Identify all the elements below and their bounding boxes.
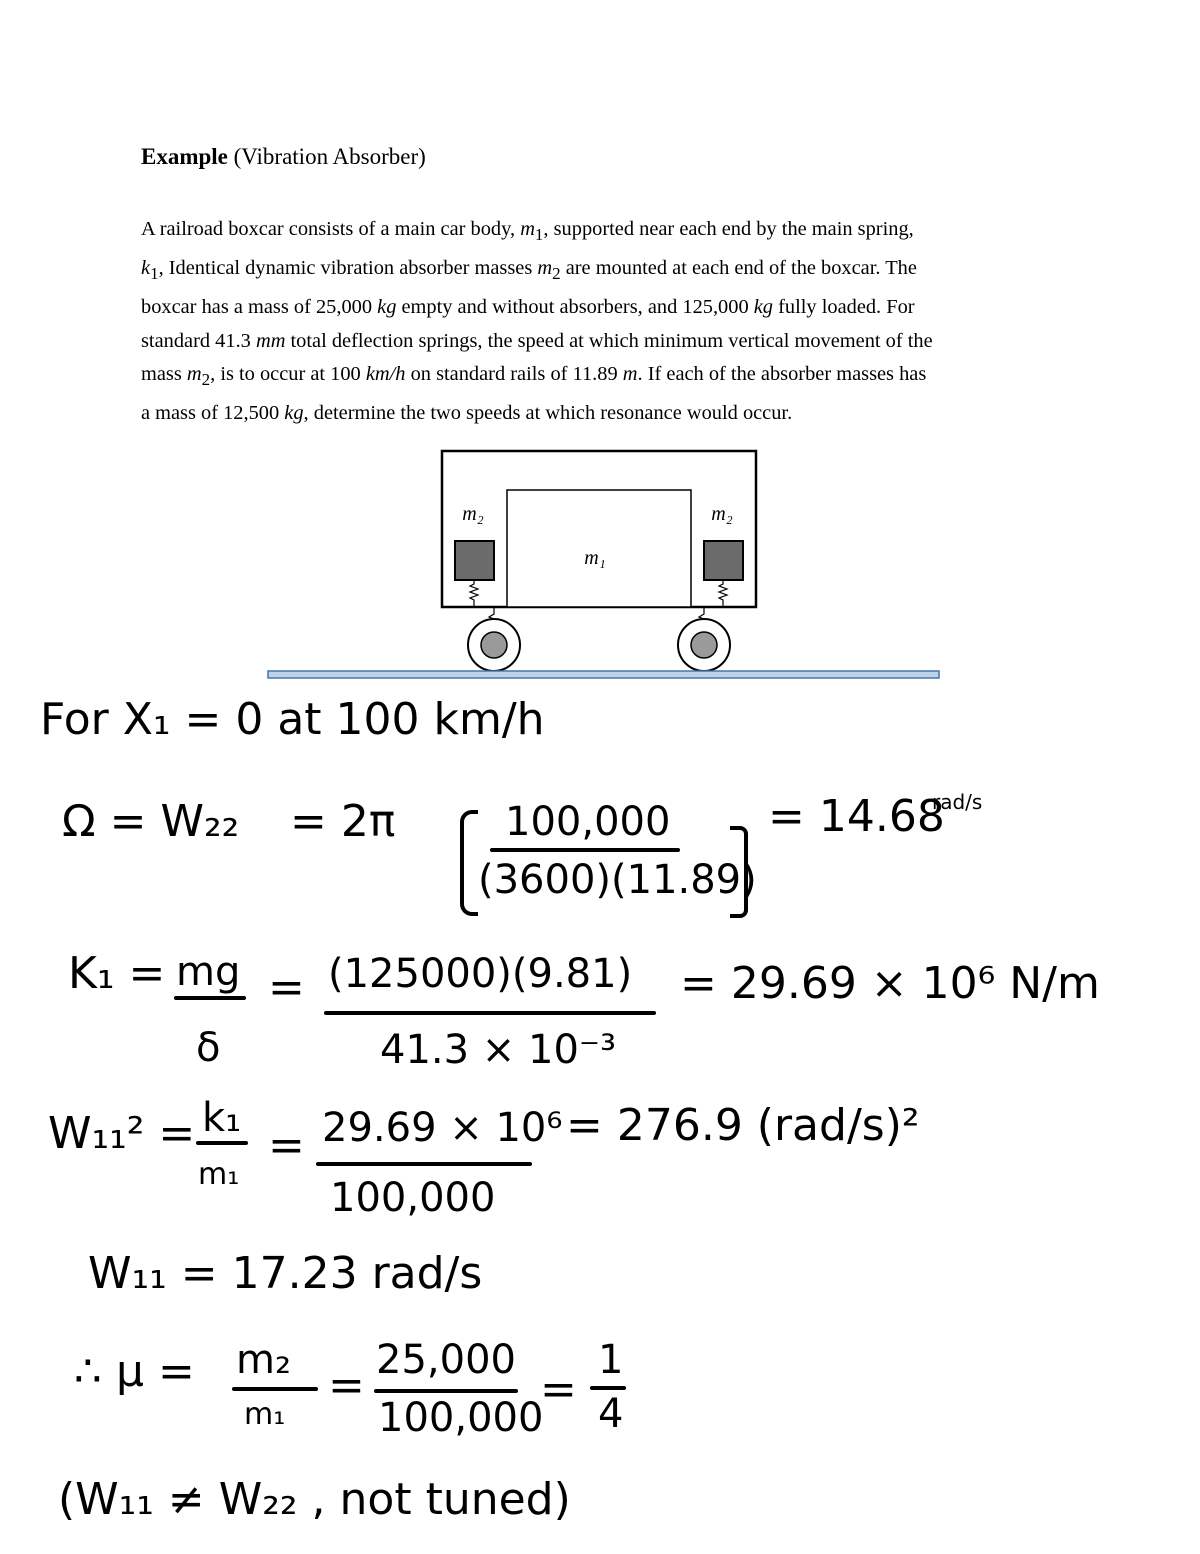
k1-frac-bar [174, 996, 246, 1000]
text: are mounted at each end of the boxcar. The [560, 256, 917, 279]
mu-result-bar [590, 1386, 626, 1390]
two-pi: = 2π [290, 796, 396, 847]
omega-denominator: (3600)(11.89) [478, 857, 757, 903]
tuning-note: (W₁₁ ≠ W₂₂ , not tuned) [58, 1474, 571, 1525]
w11sq-def: W₁₁² = [48, 1108, 196, 1159]
bracket-close [730, 826, 748, 918]
heading-rest: (Vibration Absorber) [233, 144, 426, 169]
rail [268, 671, 939, 678]
text: , determine the two speeds at which resonance would occur. [303, 402, 793, 425]
text: . If each of the absorber masses has [637, 363, 927, 386]
unit: m [622, 363, 638, 386]
label-m2-right: m₂ [711, 503, 733, 525]
mu-equals-2: = [540, 1364, 577, 1415]
w11sq-frac-num: k₁ [202, 1095, 242, 1141]
text: , Identical dynamic vibration absorber masses [158, 256, 538, 279]
symbol: k [141, 256, 151, 279]
mu-numerator: 25,000 [376, 1337, 516, 1383]
w11sq-fraction-bar [316, 1162, 532, 1166]
label-m2-left: m₂ [462, 503, 484, 525]
work-line-1: For X₁ = 0 at 100 km/h [40, 694, 545, 745]
mu-result-den: 4 [598, 1391, 624, 1437]
subscript: 1 [150, 263, 159, 283]
bracket-open [460, 810, 478, 916]
mu-frac-num: m₂ [236, 1337, 291, 1383]
w11sq-frac-den: m₁ [198, 1157, 240, 1192]
text: a mass of 12,500 [141, 402, 285, 425]
w11sq-denominator: 100,000 [330, 1175, 496, 1221]
k1-frac-den: δ [196, 1025, 221, 1071]
w11sq-equals: = [268, 1120, 305, 1171]
text: on standard rails of 11.89 [405, 363, 623, 386]
w11sq-frac-bar [196, 1141, 248, 1145]
mu-frac-den: m₁ [244, 1397, 286, 1432]
heading-bold: Example [141, 144, 228, 169]
subscript: 2 [201, 370, 211, 390]
subscript: 2 [552, 263, 561, 283]
omega-unit: rad/s [932, 790, 983, 814]
text: total deflection springs, the speed at which minimum vertical movement of the [285, 329, 933, 352]
k1-result: = 29.69 × 10⁶ N/m [680, 958, 1100, 1009]
text: A railroad boxcar consists of a main car body, [141, 218, 521, 240]
w11sq-result: = 276.9 (rad/s)² [566, 1100, 920, 1151]
omega-numerator: 100,000 [505, 799, 671, 845]
mu-def: ∴ μ = [74, 1346, 195, 1397]
wheel-left-hub [481, 632, 507, 658]
k1-frac-num: mg [176, 949, 241, 995]
unit: mm [255, 329, 286, 352]
text: boxcar has a mass of 25,000 [141, 295, 378, 318]
boxcar-diagram [0, 0, 1200, 700]
absorber-spring-left [470, 580, 478, 607]
absorber-right [704, 541, 743, 580]
mu-result-num: 1 [598, 1337, 624, 1383]
mu-equals: = [328, 1360, 365, 1411]
unit: kg [284, 402, 304, 425]
k1-denominator: 41.3 × 10⁻³ [380, 1027, 617, 1073]
mu-frac-bar [232, 1387, 318, 1391]
symbol: m [186, 363, 202, 386]
omega-result: = 14.68 [768, 791, 945, 842]
omega-fraction-bar [490, 848, 680, 852]
text: , is to occur at 100 [210, 363, 366, 386]
k1-def: K₁ = [68, 948, 166, 999]
unit: km/h [365, 363, 406, 386]
text: mass [141, 363, 187, 386]
unit: kg [377, 295, 397, 318]
text: , supported near each end by the main spring, [543, 218, 914, 240]
w11-result: W₁₁ = 17.23 rad/s [88, 1248, 483, 1299]
w11sq-numerator: 29.69 × 10⁶ [322, 1105, 563, 1151]
k1-fraction-bar [324, 1011, 656, 1015]
symbol: m [537, 256, 553, 279]
wheel-right-hub [691, 632, 717, 658]
text: standard 41.3 [141, 329, 256, 352]
label-m1: m₁ [584, 547, 606, 569]
absorber-left [455, 541, 494, 580]
omega-def: Ω = W₂₂ [62, 796, 240, 847]
text: fully loaded. For [773, 295, 915, 318]
subscript: 1 [534, 225, 544, 245]
absorber-spring-right [719, 580, 727, 607]
mu-denominator: 100,000 [378, 1395, 544, 1441]
symbol: m [520, 218, 535, 240]
mu-fraction-bar [374, 1389, 518, 1393]
text: empty and without absorbers, and 125,000 [396, 295, 754, 318]
k1-numerator: (125000)(9.81) [328, 951, 633, 997]
k1-equals: = [268, 962, 305, 1013]
unit: kg [753, 295, 773, 318]
